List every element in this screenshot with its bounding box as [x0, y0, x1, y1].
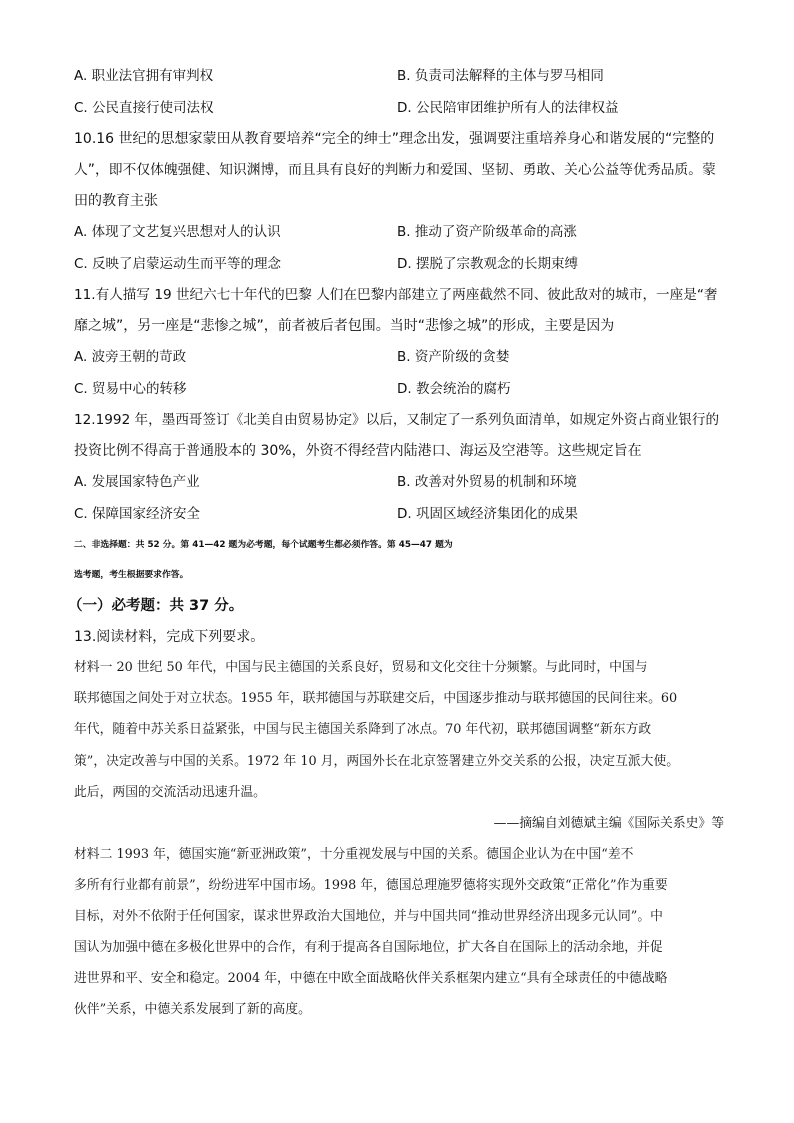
q10-stem-line-2: 人”，即不仅体魄强健、知识渊博，而且具有良好的判断力和爱国、坚韧、勇敢、关心公益等优秀品质。蒙: [74, 162, 716, 178]
material-1-line-2: 联邦德国之间处于对立状态。1955 年，联邦德国与苏联建交后，中国逐步推动与联邦德国的民间往来。60: [74, 691, 678, 706]
q12-options-row-2: [74, 502, 724, 526]
q10-option-d[interactable]: D. 摆脱了宗教观念的长期束缚: [397, 256, 578, 272]
q12-option-b[interactable]: B. 改善对外贸易的机制和环境: [397, 474, 577, 490]
q11-options-row-2: [74, 377, 724, 401]
q12-option-c[interactable]: C. 保障国家经济安全: [74, 506, 201, 522]
q12-stem-line-1: 12.1992 年，墨西哥签订《北美自由贸易协定》以后，又制定了一系列负面清单，如规定外资占商业银行的: [74, 412, 720, 428]
q10-option-a[interactable]: A. 体现了文艺复兴思想对人的认识: [74, 224, 281, 240]
q9-option-b[interactable]: B. 负责司法解释的主体与罗马相同: [397, 68, 604, 84]
material-2-line-5: 进世界和平、安全和稳定。2004 年，中德在中欧全面战略伙伴关系框架内建立“具有全球责任的中德战略: [74, 971, 668, 986]
q9-options-row-2: [74, 96, 724, 120]
required-questions-heading: （一）必考题：共 37 分。: [68, 598, 244, 614]
q10-stem-line-3: 田的教育主张: [74, 193, 158, 209]
q11-option-d[interactable]: D. 教会统治的腐朽: [397, 381, 511, 397]
q12-option-d[interactable]: D. 巩固区域经济集团化的成果: [397, 506, 578, 522]
q9-option-c[interactable]: C. 公民直接行使司法权: [74, 100, 214, 116]
material-2-line-1: 材料二 1993 年，德国实施“新亚洲政策”，十分重视发展与中国的关系。德国企业认为在中国“差不: [74, 847, 634, 862]
q11-options-row-1: [74, 345, 724, 369]
q11-option-c[interactable]: C. 贸易中心的转移: [74, 381, 187, 397]
q11-stem-line-2: 靡之城”，另一座是“悲惨之城”，前者被后者包围。当时“悲惨之城”的形成，主要是因为: [74, 318, 615, 334]
material-1-source: ——摘编自刘德斌主编《国际关系史》等: [493, 816, 724, 831]
material-2-line-6: 伙伴”关系，中德关系发展到了新的高度。: [74, 1002, 311, 1017]
material-2-line-2: 多所有行业都有前景”，纷纷进军中国市场。1998 年，德国总理施罗德将实现外交政策“正常化”作为重要: [74, 878, 668, 893]
q11-option-b[interactable]: B. 资产阶级的贪婪: [397, 349, 510, 365]
q12-stem-line-2: 投资比例不得高于普通股本的 30%，外资不得经营内陆港口、海运及空港等。这些规定旨在: [74, 443, 642, 459]
q10-option-b[interactable]: B. 推动了资产阶级革命的高涨: [397, 224, 577, 240]
q12-options-row-1: [74, 470, 724, 494]
q10-stem-line-1: 10.16 世纪的思想家蒙田从教育要培养“完全的绅士”理念出发，强调要注重培养身心和谐发展的“完整的: [74, 131, 715, 147]
q10-options-row-2: [74, 252, 724, 276]
section-2-heading-line-2: 选考题，考生根据要求作答。: [74, 570, 189, 580]
q9-option-a[interactable]: A. 职业法官拥有审判权: [74, 68, 214, 84]
q11-option-a[interactable]: A. 波旁王朝的苛政: [74, 349, 187, 365]
material-1-line-3: 年代，随着中苏关系日益紧张，中国与民主德国关系降到了冰点。70 年代初，联邦德国调整“新东方政: [74, 722, 652, 737]
q10-option-c[interactable]: C. 反映了启蒙运动生而平等的理念: [74, 256, 282, 272]
material-1-line-4: 策”，决定改善与中国的关系。1972 年 10 月，两国外长在北京签署建立外交关系的公报，决定互派大使。: [74, 754, 680, 769]
q9-options-row-1: [74, 64, 724, 88]
material-1-line-5: 此后，两国的交流活动迅速升温。: [74, 785, 266, 800]
material-2-line-3: 目标，对外不依附于任何国家，谋求世界政治大国地位，并与中国共同“推动世界经济出现多元认同”。中: [74, 909, 663, 924]
q10-options-row-1: [74, 220, 724, 244]
material-1-line-1: 材料一 20 世纪 50 年代，中国与民主德国的关系良好，贸易和文化交往十分频繁。与此同时，中国与: [74, 660, 648, 675]
material-2-line-4: 国认为加强中德在多极化世界中的合作，有利于提高各自国际地位，扩大各自在国际上的活动余地，并促: [74, 940, 663, 955]
q13-intro: 13.阅读材料，完成下列要求。: [74, 629, 265, 645]
section-2-heading-line-1: 二、非选择题：共 52 分。第 41—42 题为必考题，每个试题考生都必须作答。第 45—47 题为: [74, 540, 453, 550]
q11-stem-line-1: 11.有人描写 19 世纪六七十年代的巴黎 人们在巴黎内部建立了两座截然不同、彼此敌对的城市，一座是“奢: [74, 287, 718, 303]
q9-option-d[interactable]: D. 公民陪审团维护所有人的法律权益: [397, 100, 619, 116]
q12-option-a[interactable]: A. 发展国家特色产业: [74, 474, 200, 490]
